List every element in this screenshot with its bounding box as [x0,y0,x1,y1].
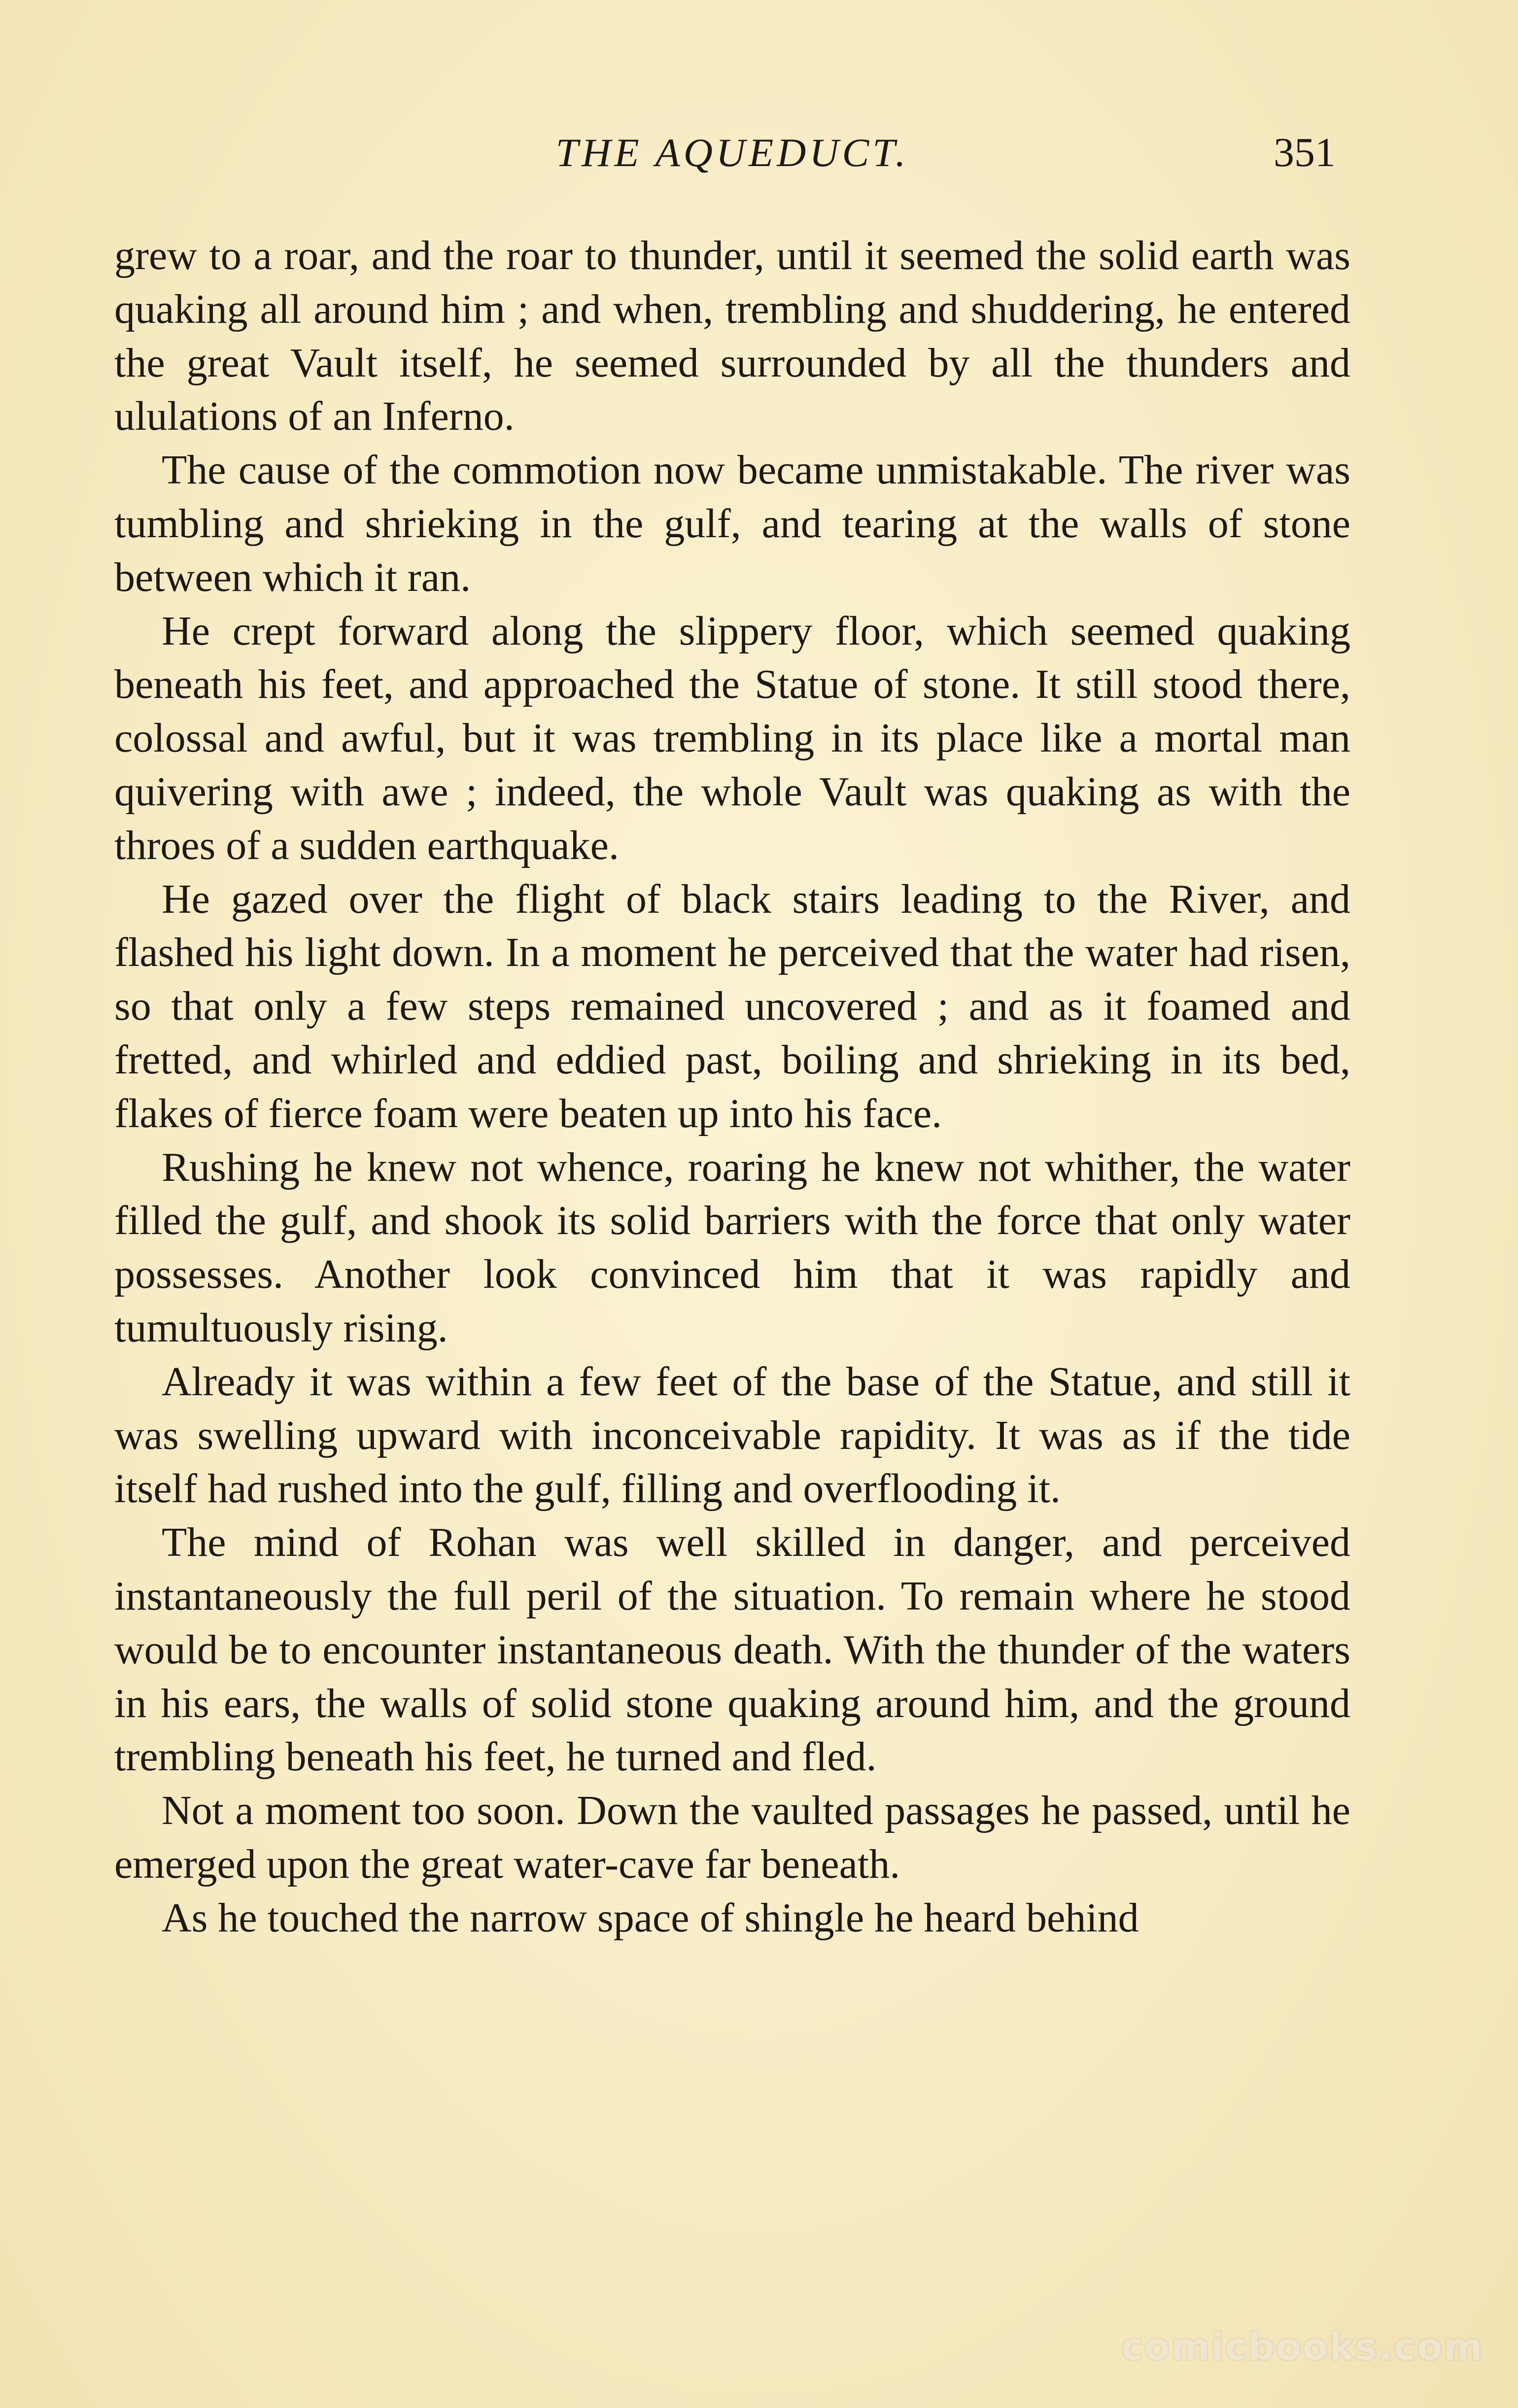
running-title: THE AQUEDUCT. [555,130,909,175]
watermark: comicbooks.com [1121,2325,1484,2369]
paragraph: Not a moment too soon. Down the vaulted passages he passed, until he emerged upon the great water-cave far beneath. [114,1788,1350,1887]
paragraph: grew to a roar, and the roar to thunder, until it seemed the solid earth was quaking all around him ; and when, trembling and shuddering, he entered the great Vault itself, he seemed surrounded by all the thunders and ululations of an Inferno. [114,233,1350,440]
paragraph: As he touched the narrow space of shingle he heard behind [162,1894,1139,1941]
body-text [114,229,1350,1945]
page-number: 351 [1274,130,1336,175]
paragraph: He gazed over the flight of black stairs leading to the River, and flashed his light down. In a moment he perceived that the water had risen, so that only a few steps remained uncovered ; and as it foamed and fretted, and whirled and eddied past, boiling and shrieking in its bed, flakes of fierce foam were beaten up into his face. [114,876,1350,1136]
paragraph: The mind of Rohan was well skilled in danger, and perceived instantaneously the full peril of the situation. To remain where he stood would be to encounter instantaneous death. With the thunder of the waters in his ears, the walls of solid stone quaking around him, and the ground trembling beneath his feet, he turned and fled. [114,1519,1350,1780]
paragraph: Already it was within a few feet of the base of the Statue, and still it was swelling upward with inconceivable rapidity. It was as if the tide itself had rushed into the gulf, filling and overflooding it. [114,1358,1350,1512]
running-head [114,126,1350,180]
paragraph: The cause of the commotion now became unmistakable. The river was tumbling and shrieking in the gulf, and tearing at the walls of stone between which it ran. [114,447,1350,600]
paragraph: Rushing he knew not whence, roaring he knew not whither, the water filled the gulf, and shook its solid barriers with the force that only water possesses. Another look convinced him that it was rapidly and tumultuously rising. [114,1144,1350,1351]
paragraph: He crept forward along the slippery floor, which seemed quaking beneath his feet, and approached the Statue of stone. It still stood there, colossal and awful, but it was trembling in its place like a mortal man quivering with awe ; indeed, the whole Vault was quaking as with the throes of a sudden earthquake. [114,608,1350,868]
